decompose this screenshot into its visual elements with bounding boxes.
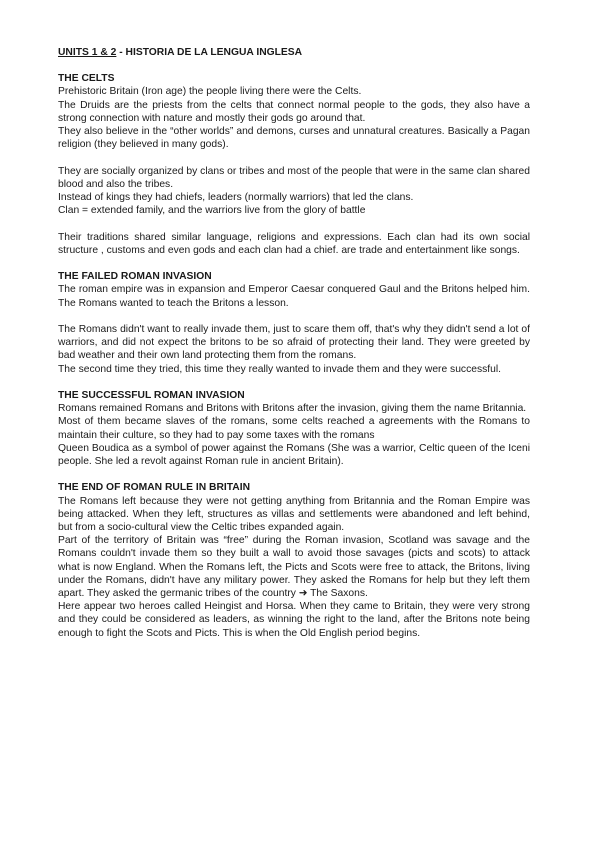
- heading-successful-invasion: THE SUCCESSFUL ROMAN INVASION: [58, 390, 245, 401]
- celts-paragraph-1: Prehistoric Britain (Iron age) the people living there were the Celts.: [58, 86, 362, 98]
- successful-paragraph-1: Romans remained Romans and Britons with Britons after the invasion, giving them the name Britannia.: [58, 403, 527, 415]
- failed-paragraph-1: The roman empire was in expansion and Emperor Caesar conquered Gaul and the Britons helped him. The Romans wanted to teach the Britons a lesson.: [58, 284, 530, 309]
- heading-failed-invasion: THE FAILED ROMAN INVASION: [58, 271, 212, 283]
- celts-paragraph-5: Instead of kings they had chiefs, leaders (normally warriors) that led the clans.: [58, 192, 414, 204]
- failed-paragraph-2: The Romans didn't want to really invade them, just to scare them off, that's why they didn't send a lot of warriors, and did not expect the britons to be so afraid of protecting their land. They were greeted by bad weather and their own land protecting them from the romans.: [58, 324, 530, 362]
- title-rest: - HISTORIA DE LA LENGUA INGLESA: [116, 47, 303, 58]
- successful-paragraph-3: Queen Boudica as a symbol of power against the Romans (She was a warrior, Celtic queen of the Iceni people. She led a revolt against Roman rule in ancient Britain).: [58, 442, 530, 468]
- successful-paragraph-2: Most of them became slaves of the romans, some celts reached a agreements with the Romans to maintain their culture, so they had to pay some taxes with the romans: [58, 416, 530, 441]
- document-page: [58, 46, 530, 640]
- document-title: [58, 46, 530, 59]
- celts-paragraph-3: They also believe in the “other worlds” and demons, curses and unnatural creatures. Basically a Pagan religion (they believed in many gods).: [58, 126, 530, 151]
- failed-paragraph-3: The second time they tried, this time they really wanted to invade them and they were successful.: [58, 363, 501, 375]
- heading-celts: THE CELTS: [58, 73, 115, 85]
- celts-paragraph-4: They are socially organized by clans or tribes and most of the people that were in the same clan shared blood and also the tribes.: [58, 165, 530, 190]
- heading-end-roman-rule: THE END OF ROMAN RULE IN BRITAIN: [58, 482, 251, 494]
- end-paragraph-1: The Romans left because they were not getting anything from Britannia and the Roman Empire was being attacked. When they left, structures as villas and settlements were abandoned and left behind, but from a socio-cultural view the Celtic tribes expanded again.: [58, 495, 530, 534]
- celts-paragraph-2: The Druids are the priests from the celts that connect normal people to the gods, they also have a strong connection with nature and mostly their gods go around that.: [58, 99, 530, 124]
- end-paragraph-2: Part of the territory of Britain was “free” during the Roman invasion, Scotland was savage and the Romans couldn't invade them so they built a wall to avoid those savages (picts and scots) to attack what is now England. When the Romans left, the Picts and Scots were free to attack, the Britons, living under the Romans, didn't have any military power. They asked the Romans for help but they left them apart. They asked the germanic tribes of the country ➜ The Saxons.: [58, 535, 530, 600]
- title-units: UNITS 1 & 2: [58, 47, 117, 58]
- celts-paragraph-7: Their traditions shared similar language, religions and expressions. Each clan had its own social structure , customs and even gods and each clan had a chief. are trade and entertainment like songs.: [58, 231, 530, 256]
- celts-paragraph-6: Clan = extended family, and the warriors live from the glory of battle: [58, 205, 366, 217]
- end-paragraph-3: Here appear two heroes called Heingist and Horsa. When they came to Britain, they were very strong and they could be considered as leaders, as winning the right to the land, after the Britons note being enough to fight the Scots and Picts. This is when the Old English period begins.: [58, 601, 530, 639]
